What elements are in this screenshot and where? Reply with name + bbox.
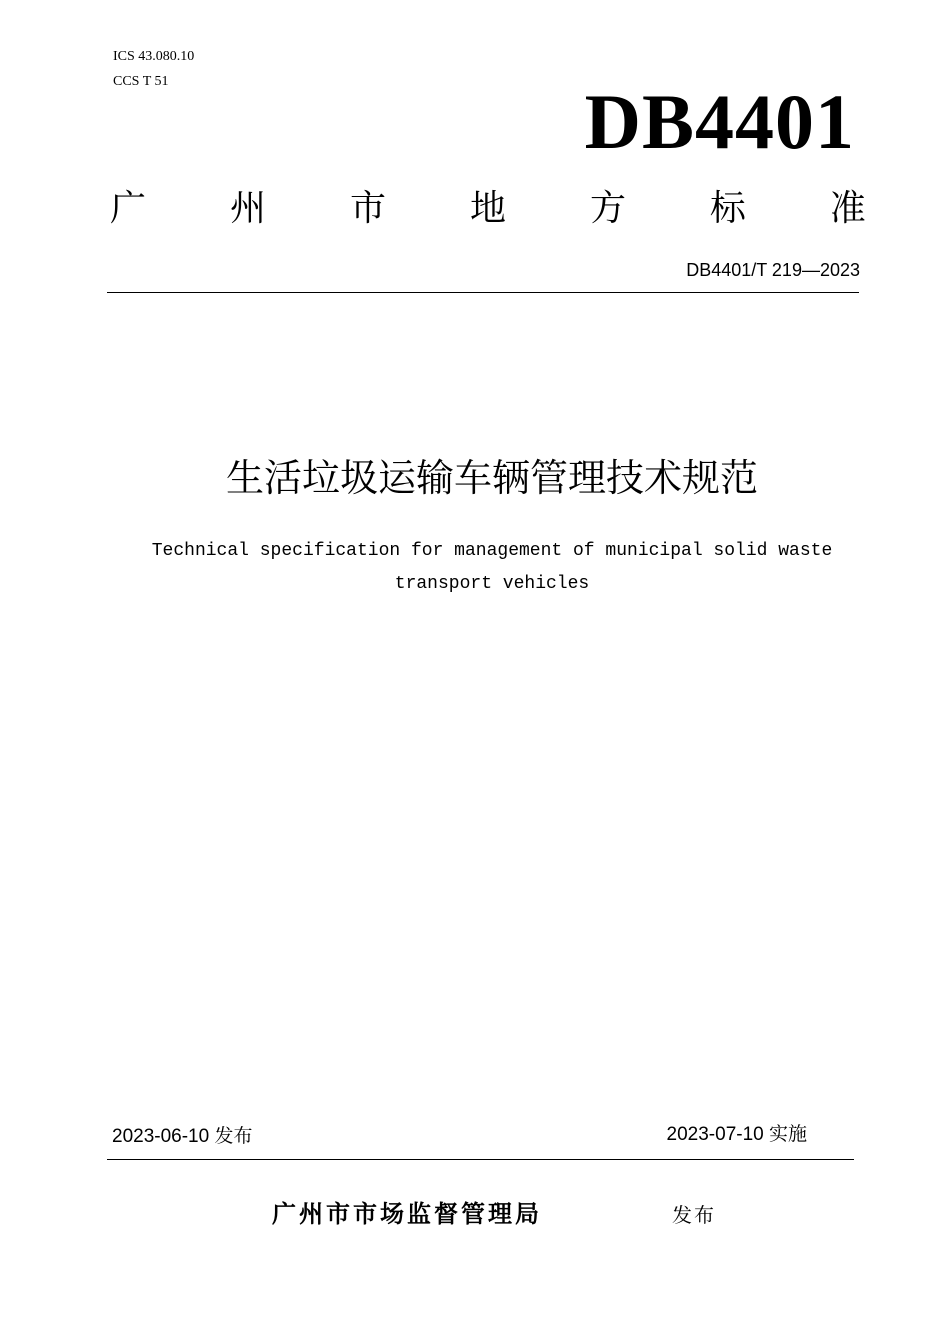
document-title-en-line1: Technical specification for management of municipal solid waste [151, 541, 833, 561]
standard-type-char: 州 [229, 187, 266, 228]
document-title-en-line2: transport vehicles [394, 574, 590, 594]
standard-type-char: 标 [709, 187, 746, 228]
standard-type-char: 准 [829, 187, 866, 228]
footer-divider [107, 1159, 854, 1160]
issuing-authority: 广州市市场监督管理局 [272, 1201, 542, 1228]
document-title-cn: 生活垃圾运输车辆管理技术规范 [225, 458, 758, 500]
header-divider [107, 292, 859, 293]
standard-type-char: 市 [349, 187, 386, 228]
implementation-date: 2023-07-10 实施 [666, 1124, 807, 1145]
standard-type-char: 方 [589, 187, 626, 228]
standard-type-char: 地 [469, 187, 506, 228]
standard-type-heading [110, 185, 866, 231]
ics-code: ICS 43.080.10 [113, 49, 195, 64]
ccs-code: CCS T 51 [113, 74, 169, 89]
standard-number: DB4401/T 219—2023 [686, 260, 860, 280]
issuing-action: 发布 [672, 1205, 716, 1227]
standard-type-char: 广 [110, 187, 147, 228]
issue-date: 2023-06-10 发布 [112, 1126, 253, 1147]
standard-code-logo: DB4401 [584, 78, 855, 165]
